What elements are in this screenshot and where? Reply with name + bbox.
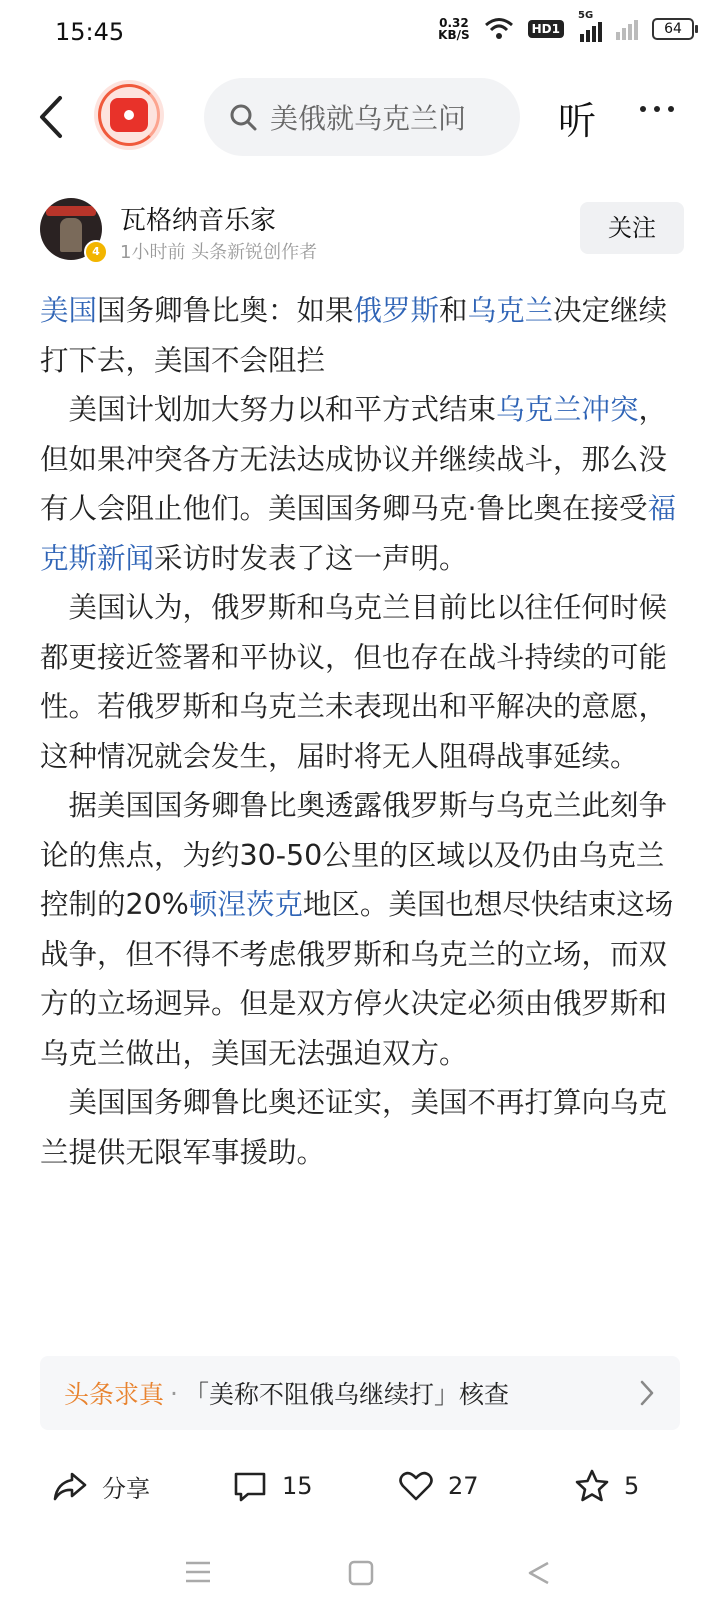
share-button[interactable]	[52, 1468, 150, 1504]
signal-icon	[616, 18, 638, 40]
battery-icon: 64	[652, 18, 694, 40]
article-paragraph: 美国认为，俄罗斯和乌克兰目前比以往任何时候都更接近签署和平协议，但也存在战斗持续的可能性。若俄罗斯和乌克兰未表现出和平解决的意愿，这种情况就会发生，届时将无人阻碍战事延续。	[40, 591, 668, 773]
topic-link[interactable]: 顿涅茨克	[188, 888, 303, 921]
network-speed: 0.32 KB/S	[438, 16, 470, 42]
system-nav-bar	[0, 1540, 720, 1612]
favorite-count: 5	[624, 1472, 640, 1500]
topic-link[interactable]: 乌克兰冲突	[496, 393, 639, 426]
author-row	[0, 196, 720, 270]
follow-button[interactable]: 关注	[580, 202, 684, 254]
status-time: 15:45	[55, 18, 125, 46]
fact-check-separator: ·	[170, 1378, 178, 1408]
app-logo-icon[interactable]	[94, 80, 164, 150]
fact-check-card[interactable]	[40, 1356, 680, 1430]
article-paragraph: 据美国国务卿鲁比奥透露俄罗斯与乌克兰此刻争论的焦点，为约30-50公里的区域以及仍由乌克兰控制的20%顿涅茨克地区。美国也想尽快结束这场战争，但不得不考虑俄罗斯和乌克兰的立场，而双方的立场迥异。但是双方停火决定必须由俄罗斯和乌克兰做出，美国无法强迫双方。	[40, 789, 674, 1070]
status-bar	[0, 0, 720, 64]
article-paragraph: 美国国务卿鲁比奥还证实，美国不再打算向乌克兰提供无限军事援助。	[40, 1086, 668, 1169]
more-icon[interactable]	[640, 106, 674, 112]
fact-check-title: 「美称不阻俄乌继续打」核查	[183, 1380, 509, 1409]
like-button[interactable]	[398, 1468, 479, 1504]
article-paragraph: 美国计划加大努力以和平方式结束乌克兰冲突，但如果冲突各方无法达成协议并继续战斗，那么没有人会阻止他们。美国国务卿马克·鲁比奥在接受福克斯新闻采访时发表了这一声明。	[40, 393, 677, 575]
search-icon	[228, 102, 258, 132]
back-nav-icon[interactable]	[526, 1560, 552, 1586]
listen-button[interactable]: 听	[558, 99, 597, 143]
topic-link[interactable]: 福克斯新闻	[40, 492, 677, 575]
author-name[interactable]: 瓦格纳音乐家	[120, 206, 277, 236]
topic-link[interactable]: 美国	[40, 294, 98, 327]
star-icon	[574, 1468, 610, 1504]
topic-link[interactable]: 俄罗斯	[353, 294, 440, 327]
status-icons	[438, 10, 694, 42]
hd-badge: HD1	[528, 20, 564, 38]
author-meta: 1小时前 头条新锐创作者	[120, 242, 318, 263]
heart-icon	[398, 1468, 434, 1504]
share-label: 分享	[102, 1474, 150, 1503]
menu-icon[interactable]	[184, 1560, 212, 1584]
article-body	[40, 286, 684, 1177]
search-text: 美俄就乌克兰问	[270, 102, 467, 135]
wifi-icon	[484, 17, 514, 41]
share-icon	[52, 1468, 88, 1504]
signal-5g-icon: 5G	[578, 16, 602, 42]
top-nav	[0, 72, 720, 164]
favorite-button[interactable]	[574, 1468, 639, 1504]
home-icon[interactable]	[348, 1560, 374, 1586]
action-bar	[0, 1450, 720, 1530]
search-bar[interactable]	[204, 78, 520, 156]
topic-link[interactable]: 乌克兰	[467, 294, 554, 327]
article-paragraph: 美国国务卿鲁比奥：如果俄罗斯和乌克兰决定继续打下去，美国不会阻拦	[40, 294, 668, 377]
back-icon[interactable]	[30, 92, 74, 142]
fact-check-brand: 头条求真	[64, 1380, 165, 1409]
comment-button[interactable]	[232, 1468, 313, 1504]
like-count: 27	[448, 1472, 479, 1500]
chevron-right-icon	[640, 1380, 654, 1406]
comment-count: 15	[282, 1472, 313, 1500]
creator-badge-icon: 4	[84, 240, 108, 264]
comment-icon	[232, 1468, 268, 1504]
